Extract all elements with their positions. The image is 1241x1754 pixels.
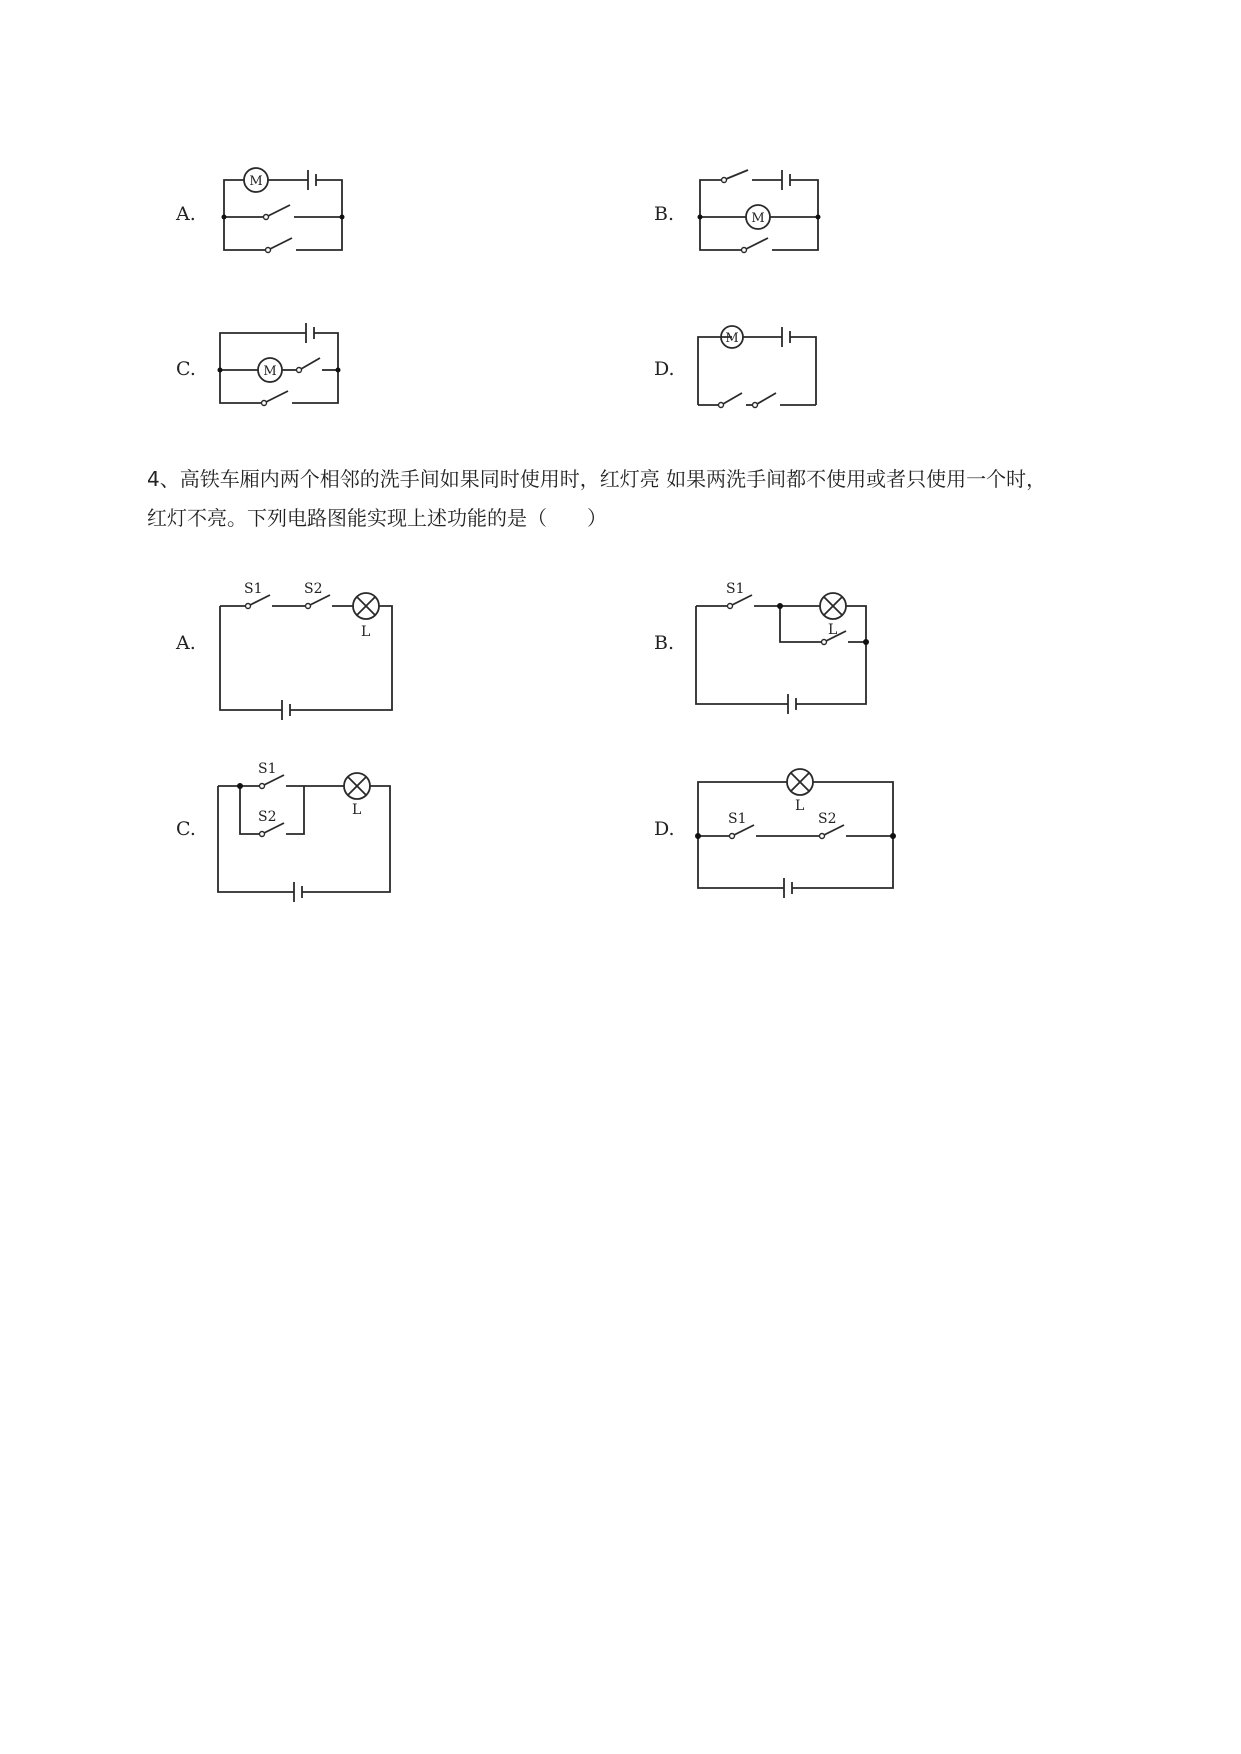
switch-s1-label: S1 bbox=[728, 811, 747, 827]
q3-option-b-label: B. bbox=[654, 203, 675, 225]
motor-symbol: M bbox=[751, 211, 765, 226]
switch-s2-label: S2 bbox=[818, 811, 837, 827]
q3-option-c-label: C. bbox=[176, 358, 196, 380]
question-4-line-1: 4、高铁车厢内两个相邻的洗手间如果同时使用时，红灯亮 如果两洗手间都不使用或者只使用一个时， bbox=[147, 467, 1047, 491]
q4-option-d-circuit bbox=[690, 752, 910, 902]
q3-option-c-circuit bbox=[210, 315, 360, 415]
q4-option-a-label: A. bbox=[176, 632, 196, 654]
q4-option-b-circuit bbox=[690, 570, 890, 715]
q4-option-c-circuit bbox=[210, 752, 410, 902]
motor-symbol: M bbox=[249, 174, 263, 189]
switch-s1-label: S1 bbox=[258, 761, 277, 777]
lamp-label: L bbox=[361, 624, 371, 640]
q3-option-a-circuit bbox=[210, 160, 360, 260]
switch-s1-label: S1 bbox=[726, 581, 745, 597]
switch-s1-label: S1 bbox=[244, 581, 263, 597]
q4-option-c-label: C. bbox=[176, 818, 196, 840]
lamp-label: L bbox=[795, 798, 805, 814]
q4-option-b-label: B. bbox=[654, 632, 675, 654]
lamp-label: L bbox=[828, 622, 838, 638]
q4-option-a-circuit bbox=[210, 570, 410, 715]
switch-s2-label: S2 bbox=[304, 581, 323, 597]
q3-option-d-label: D. bbox=[654, 358, 675, 380]
switch-s2-label: S2 bbox=[258, 809, 277, 825]
lamp-label: L bbox=[352, 802, 362, 818]
q3-option-a-label: A. bbox=[176, 203, 196, 225]
motor-symbol: M bbox=[725, 331, 739, 346]
q4-option-d-label: D. bbox=[654, 818, 675, 840]
motor-symbol: M bbox=[263, 364, 277, 379]
q3-option-b-circuit bbox=[690, 160, 840, 260]
q3-option-d-circuit bbox=[690, 315, 840, 415]
question-4-line-2: 红灯不亮。下列电路图能实现上述功能的是（ ） bbox=[147, 506, 607, 530]
question-4 bbox=[147, 460, 1147, 538]
